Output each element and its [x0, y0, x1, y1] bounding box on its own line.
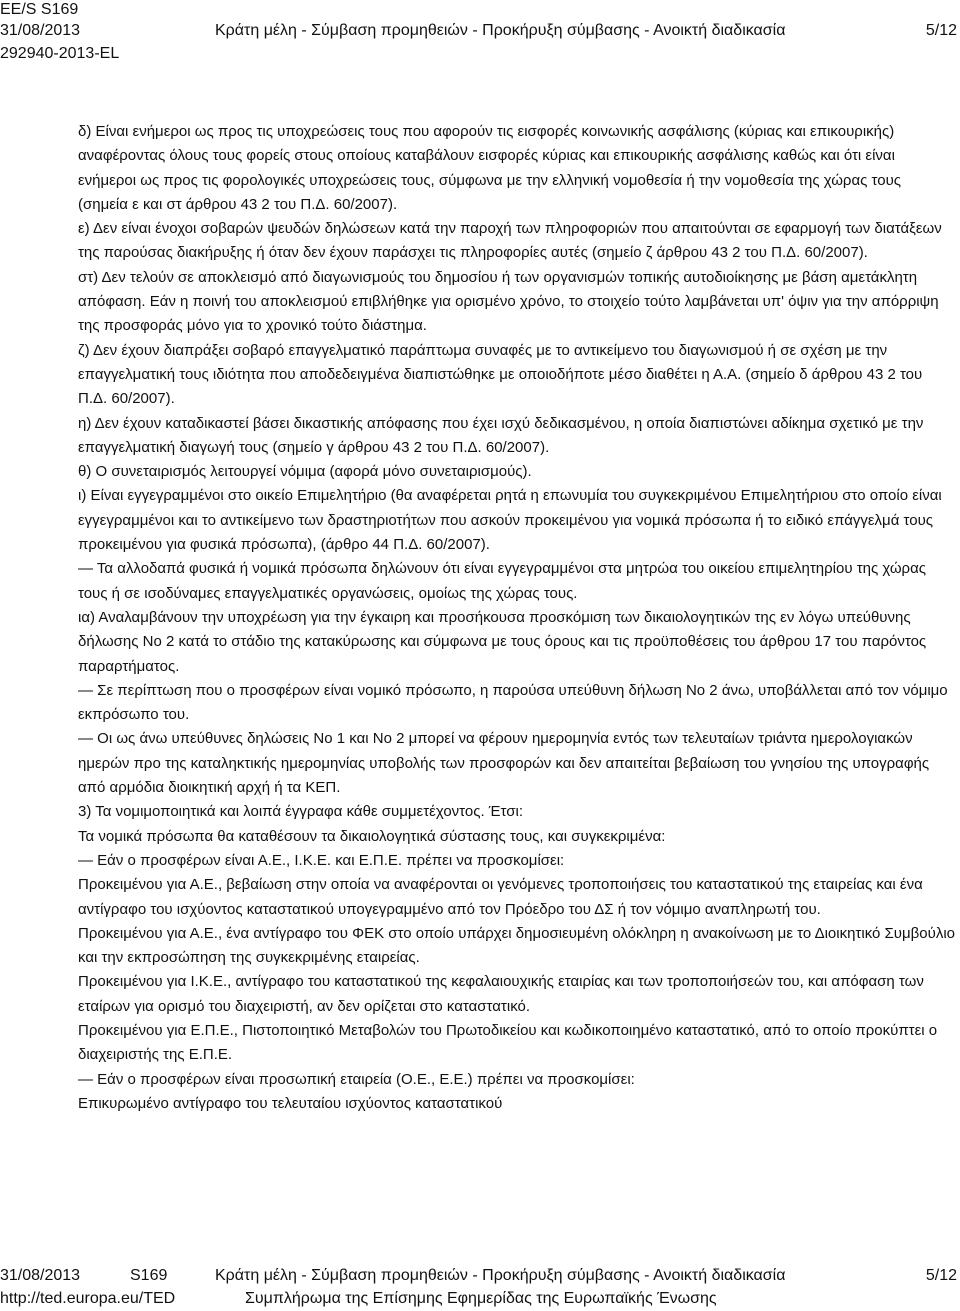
- paragraph: — Τα αλλοδαπά φυσικά ή νομικά πρόσωπα δηλώνουν ότι είναι εγγεγραμμένοι στα μητρώα του οικείου επιμελητηρίου της χώρας τους ή σε ισοδύναμες επαγγελματικές οργανώσεις, ομοίως της χώρας τους.: [78, 560, 926, 602]
- footer-title: Κράτη μέλη - Σύμβαση προμηθειών - Προκήρυξη σύμβασης - Ανοικτή διαδικασία: [215, 1267, 786, 1284]
- page-footer: [0, 1262, 960, 1311]
- paragraph: ι) Είναι εγγεγραμμένοι στο οικείο Επιμελητήριο (θα αναφέρεται ρητά η επωνυμία του συγκεκριμένου Επιμελητήριου στο οποίο είναι εγγεγραμμένοι και το αντικείμενο των δραστηριοτήτων που ασκούν προκειμένου για νομικά πρόσωπα ή το ειδικό επάγγελμά τους προκειμένου για φυσικά πρόσωπα), (άρθρο 44 Π.Δ. 60/2007).: [78, 487, 942, 554]
- document-body: [78, 120, 955, 1116]
- paragraph: — Εάν ο προσφέρων είναι προσωπική εταιρεία (Ο.Ε., Ε.Ε.) πρέπει να προσκομίσει:: [78, 1070, 635, 1088]
- footer-supplement: Συμπλήρωμα της Επίσημης Εφημερίδας της Ευρωπαϊκής Ένωσης: [245, 1290, 717, 1307]
- paragraph: Προκειμένου για Α.Ε., ένα αντίγραφο του ΦΕΚ στο οποίο υπάρχει δημοσιευμένη ολόκληρη η ανακοίνωση με το Διοικητικό Συμβούλιο και την εκπροσώπηση της συγκεκριμένης εταιρείας.: [78, 924, 955, 967]
- paragraph: στ) Δεν τελούν σε αποκλεισμό από διαγωνισμούς του δημοσίου ή των οργανισμών τοπικής αυτοδιοίκησης με βάση αμετάκλητη απόφαση. Εάν η ποινή του αποκλεισμού επιβλήθηκε για ορισμένο χρόνο, το στοιχείο τούτο λαμβάνεται υπ' όψιν για την απόρριψη της προσφοράς μόνο για το χρονικό τούτο διάστημα.: [78, 268, 939, 335]
- paragraph: ε) Δεν είναι ένοχοι σοβαρών ψευδών δηλώσεων κατά την παροχή των πληροφοριών που απαιτούνται σε εφαρμογή των διατάξεων της παρούσας διακήρυξης ή όταν δεν έχουν παράσχει τις πληροφορίες αυτές (σημείο ζ άρθρου 43 2 του Π.Δ. 60/2007).: [78, 220, 942, 262]
- paragraph: ζ) Δεν έχουν διαπράξει σοβαρό επαγγελματικό παράπτωμα συναφές με το αντικείμενο του διαγωνισμού ή σε σχέση με την επαγγελματική τους ιδιότητα που αποδεδειγμένα διαπιστώθηκε με οποιοδήποτε μέσο διαθέτει η Α.Α. (σημείο δ άρθρου 43 2 του Π.Δ. 60/2007).: [78, 341, 923, 408]
- paragraph: δ) Είναι ενήμεροι ως προς τις υποχρεώσεις τους που αφορούν τις εισφορές κοινωνικής ασφάλισης (κύριας και επικουρικής) αναφέροντας όλους τους φορείς στους οποίους καταβάλουν εισφορές κύριας και επικουρικής ασφάλισης καθώς και ότι είναι ενήμεροι ως προς τις φορολογικές υποχρεώσεις τους, σύμφωνα με την ελληνική νομοθεσία ή την νομοθεσία της χώρας τους (σημεία ε και στ άρθρου 43 2 του Π.Δ. 60/2007).: [78, 123, 902, 213]
- paragraph: Επικυρωμένο αντίγραφο του τελευταίου ισχύοντος καταστατικού: [78, 1094, 503, 1112]
- notice-id: 292940-2013-EL: [0, 45, 120, 62]
- paragraph: Τα νομικά πρόσωπα θα καταθέσουν τα δικαιολογητικά σύστασης τους, και συγκεκριμένα:: [78, 827, 666, 845]
- footer-url: http://ted.europa.eu/TED: [0, 1290, 176, 1307]
- paragraph: — Οι ως άνω υπεύθυνες δηλώσεις Νο 1 και Νο 2 μπορεί να φέρουν ημερομηνία εντός των τελευταίων τριάντα ημερολογιακών ημερών προ της καταληκτικής ημερομηνίας υποβολής των προσφορών και δεν απαιτείται βεβαίωση του γνησίου της υπογραφής από αρμόδια διοικητική αρχή ή τα ΚΕΠ.: [78, 730, 930, 797]
- paragraph: ια) Αναλαμβάνουν την υποχρέωση για την έγκαιρη και προσήκουσα προσκόμιση των δικαιολογητικών της εν λόγω υπεύθυνης δήλωσης Νο 2 κατά το στάδιο της κατακύρωσης και σύμφωνα με τους όρους και τις προϋποθέσεις του άρθρου 17 του παρόντος παραρτήματος.: [78, 608, 927, 675]
- paragraph: Προκειμένου για Ε.Π.Ε., Πιστοποιητικό Μεταβολών του Πρωτοδικείου και κωδικοποιημένο καταστατικό, από το οποίο προκύπτει ο διαχειριστής της Ε.Π.Ε.: [78, 1021, 938, 1064]
- paragraph: — Σε περίπτωση που ο προσφέρων είναι νομικό πρόσωπο, η παρούσα υπεύθυνη δήλωση Νο 2 άνω, υποβάλλεται από τον νόμιμο εκπρόσωπο του.: [78, 681, 948, 724]
- footer-page-number: 5/12: [925, 1267, 957, 1284]
- header-title: Κράτη μέλη - Σύμβαση προμηθειών - Προκήρυξη σύμβασης - Ανοικτή διαδικασία: [215, 22, 786, 39]
- paragraph: 3) Τα νομιμοποιητικά και λοιπά έγγραφα κάθε συμμετέχοντος. Έτσι:: [78, 803, 524, 821]
- paragraph: θ) Ο συνεταιρισμός λειτουργεί νόμιμα (αφορά μόνο συνεταιρισμούς).: [78, 463, 532, 481]
- paragraph: Προκειμένου για Ι.Κ.Ε., αντίγραφο του καταστατικού της κεφαλαιουχικής εταιρίας και των τροποποιήσεών του, και απόφαση των εταίρων για ορισμό του διαχειριστή, αν δεν ορίζεται στο καταστατικό.: [78, 973, 924, 1015]
- footer-issue-number: S169: [130, 1267, 168, 1284]
- paragraph: η) Δεν έχουν καταδικαστεί βάσει δικαστικής απόφασης που έχει ισχύ δεδικασμένου, η οποία διαπιστώνει αδίκημα σχετικό με την επαγγελματική διαγωγή τους (σημείο γ άρθρου 43 2 του Π.Δ. 60/2007).: [78, 414, 924, 456]
- header-date: 31/08/2013: [0, 22, 81, 39]
- paragraph: — Εάν ο προσφέρων είναι Α.Ε., Ι.Κ.Ε. και Ε.Π.Ε. πρέπει να προσκομίσει:: [78, 851, 565, 869]
- paragraph: Προκειμένου για Α.Ε., βεβαίωση στην οποία να αναφέρονται οι γενόμενες τροποποιήσεις του καταστατικού της εταιρείας και ένα αντίγραφο του ισχύοντος καταστατικού υπογεγραμμένο από τον Πρόεδρο του ΔΣ ή τον νόμιμο αναπληρωτή του.: [78, 876, 923, 918]
- page-header: [0, 0, 960, 70]
- footer-date: 31/08/2013: [0, 1267, 81, 1284]
- header-page-number: 5/12: [925, 22, 957, 39]
- doc-code: EE/S S169: [0, 1, 79, 18]
